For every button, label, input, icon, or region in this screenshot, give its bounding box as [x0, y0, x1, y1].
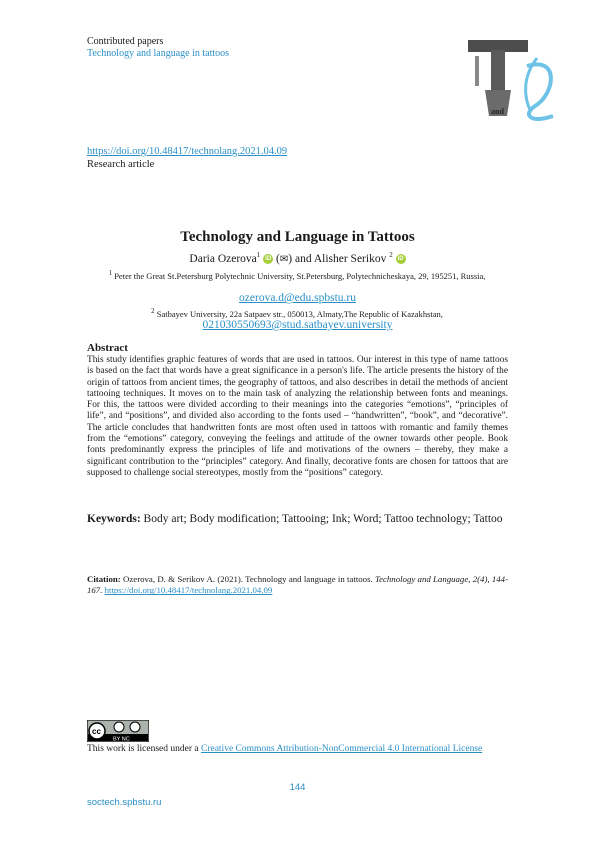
author-2: and Alisher Serikov: [294, 252, 387, 265]
aff-1-text: Peter the Great St.Petersburg Polytechnic University, St.Petersburg, Polytechnicheskaya, 29, 195251, Russia,: [114, 270, 486, 281]
affiliation-1: [87, 268, 507, 282]
affiliation-2: [87, 306, 507, 320]
article-type: Research article: [87, 159, 155, 170]
keywords: [87, 512, 508, 526]
svg-text:cc: cc: [92, 727, 101, 736]
doi-link[interactable]: https://doi.org/10.48417/technolang.2021.04.09: [87, 146, 288, 157]
page-number: 144: [289, 782, 306, 793]
running-header: [87, 36, 229, 60]
orcid-icon[interactable]: iD: [397, 256, 404, 263]
aff-2-text: Satbayev University, 22a Satpaev str., 050013, Almaty,The Republic of Kazakhstan,: [156, 308, 443, 319]
journal-logo: [465, 36, 561, 124]
citation-journal: Technology and Language: [375, 574, 469, 584]
svg-text:and: and: [491, 107, 504, 116]
license-line: [87, 744, 482, 754]
keywords-text: Body art; Body modification; Tattooing; Ink; Word; Tattoo technology; Tattoo: [143, 513, 503, 525]
author-2-sup: 2: [389, 251, 393, 259]
citation-label: Citation:: [87, 574, 121, 584]
aff-1-sup: 1: [108, 269, 113, 277]
aff-2-sup: 2: [151, 307, 155, 315]
author-1: Daria Ozerova: [189, 252, 257, 265]
email-2-link[interactable]: 021030550693@stud.satbayev.university: [202, 319, 393, 331]
orcid-icon[interactable]: iD: [265, 256, 272, 263]
footer-site-link[interactable]: soctech.spbstu.ru: [87, 797, 162, 808]
email-1-link[interactable]: ozerova.d@edu.spbstu.ru: [239, 292, 356, 304]
citation-volume: , 2(4), 144-167.: [87, 574, 509, 596]
license-link[interactable]: Creative Commons Attribution-NonCommercial 4.0 International License: [200, 744, 483, 754]
license-prefix: This work is licensed under a: [87, 744, 199, 754]
citation: [87, 574, 508, 597]
citation-doi-link[interactable]: https://doi.org/10.48417/technolang.2021.04.09: [104, 585, 273, 596]
header-category: Contributed papers: [87, 36, 164, 47]
doi-block: [87, 145, 287, 171]
cc-license-badge[interactable]: [87, 720, 149, 742]
author-1-sup: 1: [256, 251, 261, 259]
envelope-icon[interactable]: ✉: [279, 253, 289, 265]
paper-title: Technology and Language in Tattoos: [180, 229, 415, 245]
abstract-text: This study identifies graphic features of words that are used in tattoos. Our interest in this type of name tattoos is based on the fact that words have a great significance in a person's life. The article presents the history of the origin of tattoos from ancient times, the geography of tattoos, and also describes in detail the methods of ancient tattooing techniques. It moves on to the main task of analyzing the relationship between fonts and meanings. For this, the tattoos were divided according to their meanings into the categories “emotions”, “principles of life”, and “positions”, and divided also according to the fonts used – “handwritten”, “book”, and “decorative”. The article concludes that handwritten fonts are most often used in tattoos with romantic and family themes from the “emotions” category, conveying the feelings and attitude of the owner towards other people. Book fonts predominantly express the principles of life and motivations of the owners – thereby, they make a significant contribution to the “principles” category. And finally, decorative fonts are chosen for tattoos that are supposed to challenge social stereotypes, mostly from the “positions” category.: [87, 355, 508, 478]
header-series: Technology and language in tattoos: [87, 48, 230, 59]
keywords-label: Keywords:: [87, 513, 141, 525]
author-line: Daria Ozerova$^1$ iD (✉) and Alisher Serikov $^2$ iD: [189, 251, 404, 265]
svg-text:BY NC: BY NC: [113, 736, 130, 742]
abstract-heading: Abstract: [87, 342, 128, 354]
citation-text: Ozerova, D. & Serikov A. (2021). Technology and language in tattoos.: [123, 574, 373, 584]
